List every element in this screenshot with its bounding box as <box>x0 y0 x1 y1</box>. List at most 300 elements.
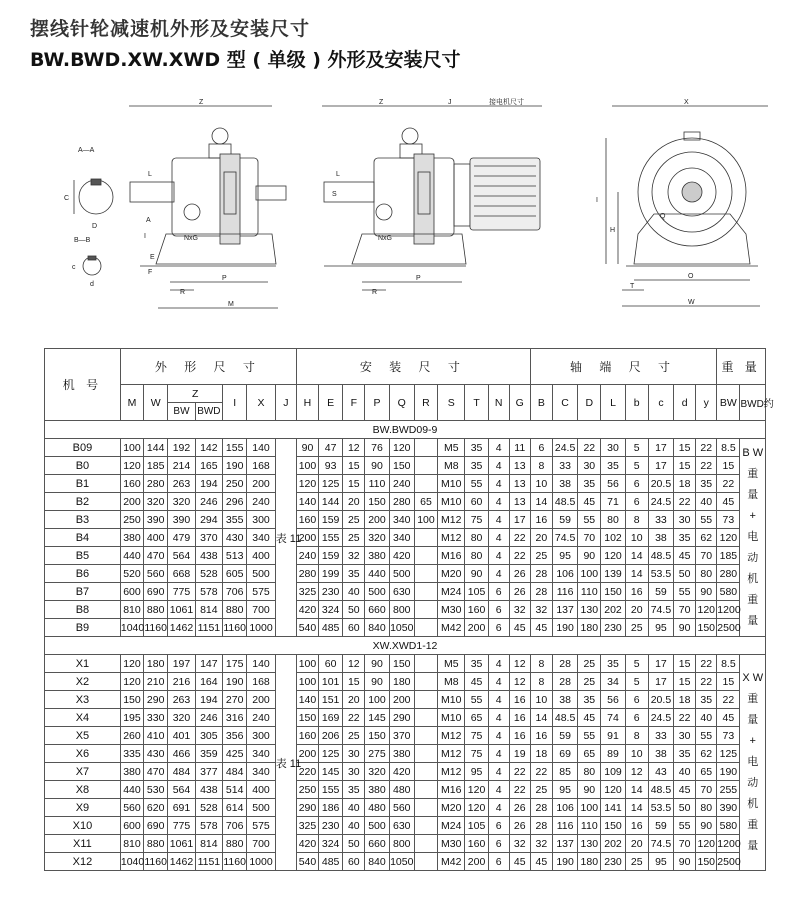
table-row <box>45 457 766 475</box>
header-shaft: 轴 端 尺 寸 <box>530 349 716 385</box>
table-cell: 290 <box>389 709 414 727</box>
table-row <box>45 529 766 547</box>
table-cell: 240 <box>389 475 414 493</box>
table-cell: 5 <box>625 457 648 475</box>
table-cell: 85 <box>552 763 577 781</box>
table-row <box>45 709 766 727</box>
header-model: 机 号 <box>45 349 121 421</box>
table-cell: 38 <box>648 745 673 763</box>
col-z-bw: BW <box>168 403 195 421</box>
label-c-small: c <box>72 264 76 271</box>
table-cell: 300 <box>247 727 275 745</box>
table-cell: 35 <box>601 655 625 673</box>
table-cell: 80 <box>696 565 717 583</box>
col-weight-bw: BW <box>717 385 740 421</box>
table-cell <box>414 853 437 871</box>
table-cell: 216 <box>168 673 195 691</box>
table-cell: 45 <box>530 853 552 871</box>
table-cell: 155 <box>223 439 247 457</box>
table-cell: 55 <box>674 817 696 835</box>
table-cell: 25 <box>578 673 601 691</box>
table-cell: 230 <box>601 619 625 637</box>
table-cell: 40 <box>696 709 717 727</box>
table-cell: 575 <box>247 817 275 835</box>
table-cell: 28 <box>552 673 577 691</box>
table-cell: 80 <box>465 529 488 547</box>
col-x: X <box>247 385 275 421</box>
weight-note-line: 重 <box>747 594 759 606</box>
table-cell: 440 <box>120 547 143 565</box>
col-d: D <box>578 385 601 421</box>
model-cell: X12 <box>45 853 121 871</box>
table-cell: 540 <box>296 853 318 871</box>
label-e: E <box>150 254 155 261</box>
side-view-bw <box>129 99 286 308</box>
table-cell: M42 <box>438 619 465 637</box>
label-motor-box: 接电机尺寸 <box>489 99 524 106</box>
table-cell: 140 <box>296 493 318 511</box>
table-cell: 270 <box>223 691 247 709</box>
table-cell: 200 <box>389 691 414 709</box>
table-cell: 22 <box>696 439 717 457</box>
table-cell: M20 <box>438 799 465 817</box>
col-s: S <box>438 385 465 421</box>
col-t: T <box>465 385 488 421</box>
table-cell: 8 <box>530 457 552 475</box>
table-cell: 180 <box>389 673 414 691</box>
table-cell: 6 <box>625 475 648 493</box>
label-p: P <box>222 275 227 282</box>
series-label: BW.BWD09-9 <box>45 421 766 439</box>
table-cell: 190 <box>717 763 740 781</box>
table-cell: 32 <box>343 547 365 565</box>
table-cell: 400 <box>144 529 168 547</box>
table-cell: M8 <box>438 673 465 691</box>
table-cell: 16 <box>509 709 530 727</box>
weight-note-line: 动 <box>747 552 759 564</box>
table-cell: 4 <box>488 763 509 781</box>
table-cell: 25 <box>578 655 601 673</box>
table-cell: 141 <box>601 799 625 817</box>
table-cell: 190 <box>552 619 577 637</box>
col-z-bwd: BWD <box>195 403 222 421</box>
table-cell: 1200 <box>717 835 740 853</box>
table-cell: 4 <box>488 691 509 709</box>
table-cell: 246 <box>195 709 222 727</box>
table-cell: 105 <box>465 583 488 601</box>
table-cell: 480 <box>389 781 414 799</box>
table-cell: 380 <box>389 745 414 763</box>
weight-note-line: 电 <box>747 756 759 768</box>
table-cell: 14 <box>625 781 648 799</box>
table-cell: 14 <box>625 547 648 565</box>
table-cell: 56 <box>601 691 625 709</box>
table-cell: 22 <box>509 547 530 565</box>
table-cell: 500 <box>247 565 275 583</box>
section-views <box>64 147 113 288</box>
label-z-2: Z <box>379 99 384 106</box>
table-cell: 438 <box>195 547 222 565</box>
table-cell: 15 <box>717 457 740 475</box>
table-cell: 147 <box>195 655 222 673</box>
table-cell: M30 <box>438 601 465 619</box>
table-cell: 100 <box>578 799 601 817</box>
table-cell: 35 <box>674 745 696 763</box>
table-cell: 100 <box>120 439 143 457</box>
table-cell: 320 <box>168 709 195 727</box>
table-cell: 880 <box>223 601 247 619</box>
weight-note-line: 量 <box>747 840 759 852</box>
side-view-bwd <box>322 97 542 296</box>
col-g: G <box>509 385 530 421</box>
table-cell: 1061 <box>168 835 195 853</box>
table-cell: 20 <box>343 691 365 709</box>
table-cell: 484 <box>223 763 247 781</box>
table-row <box>45 511 766 529</box>
weight-note-line: 量 <box>747 714 759 726</box>
table-cell: 578 <box>195 817 222 835</box>
model-cell: X4 <box>45 709 121 727</box>
table-cell: 202 <box>601 835 625 853</box>
table-cell: 4 <box>488 529 509 547</box>
table-cell: 11 <box>509 439 530 457</box>
table-cell: 116 <box>552 817 577 835</box>
table-cell: 12 <box>509 655 530 673</box>
table-cell: 89 <box>601 745 625 763</box>
header-outline: 外 形 尺 寸 <box>120 349 296 385</box>
table-cell: 53.5 <box>648 565 673 583</box>
table-cell: 24.5 <box>648 709 673 727</box>
table-cell: 75 <box>465 727 488 745</box>
table-cell: 22 <box>696 457 717 475</box>
col-w: W <box>144 385 168 421</box>
table-cell: 15 <box>343 673 365 691</box>
table-cell: 1462 <box>168 619 195 637</box>
table-cell: 320 <box>365 763 389 781</box>
table-cell: 320 <box>168 493 195 511</box>
weight-note-line: 重 <box>747 693 759 705</box>
table-cell: 62 <box>696 745 717 763</box>
table-cell: 18 <box>674 475 696 493</box>
table-cell: 40 <box>343 583 365 601</box>
table-cell: 120 <box>717 529 740 547</box>
table-cell: 22 <box>696 673 717 691</box>
table-cell: 580 <box>717 817 740 835</box>
table-cell: M5 <box>438 439 465 457</box>
table-cell: 4 <box>488 655 509 673</box>
table-cell: 35 <box>343 565 365 583</box>
table-cell: 775 <box>168 583 195 601</box>
table-cell: 17 <box>648 457 673 475</box>
table-cell: 60 <box>343 619 365 637</box>
table-cell: 840 <box>365 853 389 871</box>
table-cell: 24.5 <box>648 493 673 511</box>
table-cell: 90 <box>465 565 488 583</box>
table-cell: 26 <box>509 565 530 583</box>
table-cell: M16 <box>438 781 465 799</box>
table-cell: 125 <box>319 745 343 763</box>
table-cell: 70 <box>696 547 717 565</box>
table-cell: 691 <box>168 799 195 817</box>
table-cell: 59 <box>552 511 577 529</box>
table-cell: 330 <box>144 709 168 727</box>
table-cell: 159 <box>319 547 343 565</box>
table-cell: 30 <box>601 439 625 457</box>
table-cell: 480 <box>365 799 389 817</box>
xw-series-label-row <box>45 637 766 655</box>
table-cell: 100 <box>296 673 318 691</box>
label-r-2: R <box>372 289 378 296</box>
table-cell: 30 <box>343 763 365 781</box>
table-cell: 28 <box>530 565 552 583</box>
table-cell: 74.5 <box>648 601 673 619</box>
table-cell: 90 <box>578 547 601 565</box>
table-cell: 151 <box>319 691 343 709</box>
table-cell: 15 <box>674 655 696 673</box>
table-cell: 28 <box>530 799 552 817</box>
table-cell <box>414 817 437 835</box>
table-row <box>45 727 766 745</box>
table-cell: 48.5 <box>552 709 577 727</box>
table-cell: 355 <box>223 511 247 529</box>
table-cell: 8 <box>530 673 552 691</box>
table-cell: 110 <box>578 583 601 601</box>
table-cell: 34 <box>601 673 625 691</box>
table-cell: 20 <box>530 529 552 547</box>
table-cell: 630 <box>389 583 414 601</box>
table-cell <box>414 673 437 691</box>
table-cell: 325 <box>296 583 318 601</box>
table-cell: 200 <box>247 691 275 709</box>
table-row <box>45 763 766 781</box>
model-cell: B3 <box>45 511 121 529</box>
table-cell: 130 <box>578 835 601 853</box>
table-cell: 255 <box>717 781 740 799</box>
table-cell: 45 <box>509 853 530 871</box>
table-cell: 10 <box>625 529 648 547</box>
table-cell: 4 <box>488 511 509 529</box>
table-cell: 35 <box>674 529 696 547</box>
table-cell: 250 <box>296 781 318 799</box>
table-cell: 56 <box>601 475 625 493</box>
table-cell: 55 <box>696 511 717 529</box>
dimension-drawings <box>44 94 764 326</box>
table-cell: 45 <box>465 673 488 691</box>
table-row <box>45 781 766 799</box>
table-cell: 340 <box>247 529 275 547</box>
table-cell: 359 <box>195 745 222 763</box>
table-cell: 275 <box>365 745 389 763</box>
table-cell: 10 <box>530 475 552 493</box>
weight-note-line: 动 <box>747 777 759 789</box>
table-cell: 380 <box>120 763 143 781</box>
table-cell <box>414 763 437 781</box>
table-cell: 25 <box>625 853 648 871</box>
table-cell: 6 <box>488 817 509 835</box>
table-cell: 630 <box>389 817 414 835</box>
table-cell: 6 <box>488 601 509 619</box>
table-cell: 25 <box>530 547 552 565</box>
model-cell: B4 <box>45 529 121 547</box>
table-cell: 6 <box>488 835 509 853</box>
table-cell: 420 <box>296 835 318 853</box>
table-cell <box>414 601 437 619</box>
table-cell: 95 <box>552 781 577 799</box>
table-cell: 390 <box>717 799 740 817</box>
table-cell <box>414 835 437 853</box>
table-cell: 160 <box>296 511 318 529</box>
table-row <box>45 745 766 763</box>
table-cell: 380 <box>120 529 143 547</box>
table-cell: 296 <box>223 493 247 511</box>
table-cell: 263 <box>168 691 195 709</box>
table-cell: 26 <box>509 583 530 601</box>
table-cell: 1151 <box>195 619 222 637</box>
table-cell: 150 <box>365 493 389 511</box>
table-cell: 145 <box>365 709 389 727</box>
weight-note-line: 机 <box>747 573 759 585</box>
table-cell: 22 <box>674 493 696 511</box>
table-cell: 660 <box>365 835 389 853</box>
table-cell <box>414 457 437 475</box>
table-cell: M20 <box>438 565 465 583</box>
table-cell: 48.5 <box>648 547 673 565</box>
table-cell: 168 <box>247 673 275 691</box>
table-cell: 340 <box>389 511 414 529</box>
model-cell: X9 <box>45 799 121 817</box>
table-cell: 50 <box>674 799 696 817</box>
table-cell: 90 <box>296 439 318 457</box>
table-cell: 814 <box>195 835 222 853</box>
table-cell: 340 <box>247 745 275 763</box>
label-x: X <box>684 99 689 106</box>
table-cell: 240 <box>247 709 275 727</box>
table-cell: 280 <box>717 565 740 583</box>
label-nxg: NxG <box>184 235 198 242</box>
weight-note-line: 重 <box>747 819 759 831</box>
table-cell: 150 <box>601 583 625 601</box>
table-cell: 150 <box>389 655 414 673</box>
table-cell: 160 <box>120 475 143 493</box>
table-cell: 15 <box>343 457 365 475</box>
label-i-front: I <box>596 197 598 204</box>
table-cell: 45 <box>717 709 740 727</box>
table-cell: 5 <box>625 439 648 457</box>
table-row <box>45 835 766 853</box>
weight-note <box>740 439 766 637</box>
col-n: N <box>488 385 509 421</box>
weight-note-line: + <box>749 510 756 522</box>
table-cell: 32 <box>530 601 552 619</box>
table-row <box>45 799 766 817</box>
table-cell: 45 <box>509 619 530 637</box>
table-cell: 120 <box>120 655 143 673</box>
table-cell: 814 <box>195 601 222 619</box>
table-row <box>45 583 766 601</box>
table-cell: 8.5 <box>717 655 740 673</box>
table-cell: 294 <box>195 511 222 529</box>
weight-note-line: 量 <box>747 489 759 501</box>
table-cell: 202 <box>601 601 625 619</box>
table-cell: 6 <box>488 619 509 637</box>
table-cell: 192 <box>168 439 195 457</box>
page-title: 摆线针轮减速机外形及安装尺寸 <box>30 18 311 40</box>
table-cell: 1000 <box>247 619 275 637</box>
model-cell: B0 <box>45 457 121 475</box>
table-cell: 1050 <box>389 853 414 871</box>
table-cell: 106 <box>552 799 577 817</box>
table-cell: 35 <box>465 439 488 457</box>
table-cell: 59 <box>648 583 673 601</box>
table-cell: 420 <box>296 601 318 619</box>
table-cell: 580 <box>717 583 740 601</box>
table-row <box>45 601 766 619</box>
table-cell: 45 <box>717 493 740 511</box>
table-cell: 75 <box>465 511 488 529</box>
table-cell: 520 <box>120 565 143 583</box>
table-cell: 17 <box>648 673 673 691</box>
col-y: y <box>696 385 717 421</box>
table-cell: 100 <box>578 565 601 583</box>
table-cell: 90 <box>696 817 717 835</box>
table-cell: 140 <box>247 655 275 673</box>
table-cell: 260 <box>120 727 143 745</box>
table-cell: 28 <box>530 583 552 601</box>
header-install: 安 装 尺 寸 <box>296 349 530 385</box>
table-cell: 180 <box>144 655 168 673</box>
label-j: J <box>448 99 452 106</box>
col-b-small: b <box>625 385 648 421</box>
table-cell: 62 <box>696 529 717 547</box>
table-cell: 1040 <box>120 853 143 871</box>
table-cell: 466 <box>168 745 195 763</box>
table-cell: 706 <box>223 817 247 835</box>
table-cell: 101 <box>319 673 343 691</box>
table-cell: 130 <box>578 601 601 619</box>
table-cell: 95 <box>552 547 577 565</box>
table-cell: 22 <box>530 763 552 781</box>
table-cell: 26 <box>509 817 530 835</box>
table-cell: 370 <box>389 727 414 745</box>
col-d-small: d <box>674 385 696 421</box>
j-table-ref: 表 11 <box>275 439 296 637</box>
table-cell: 35 <box>601 457 625 475</box>
table-cell: 410 <box>144 727 168 745</box>
table-cell: 4 <box>488 727 509 745</box>
table-cell: 120 <box>296 475 318 493</box>
table-cell: 840 <box>365 619 389 637</box>
table-cell: 125 <box>319 475 343 493</box>
table-cell: 10 <box>625 745 648 763</box>
table-cell: 4 <box>488 475 509 493</box>
table-cell: 22 <box>509 529 530 547</box>
table-cell: 530 <box>144 781 168 799</box>
col-h: H <box>296 385 318 421</box>
table-cell: 290 <box>144 691 168 709</box>
table-cell: 1160 <box>144 853 168 871</box>
table-cell: 564 <box>168 781 195 799</box>
table-cell: M10 <box>438 691 465 709</box>
table-cell: 320 <box>144 493 168 511</box>
table-cell: 90 <box>674 619 696 637</box>
table-cell: M30 <box>438 835 465 853</box>
table-cell: 33 <box>648 511 673 529</box>
table-cell: 95 <box>465 763 488 781</box>
table-cell: 14 <box>530 493 552 511</box>
table-cell: 316 <box>223 709 247 727</box>
table-cell: 500 <box>247 799 275 817</box>
table-cell: 305 <box>195 727 222 745</box>
